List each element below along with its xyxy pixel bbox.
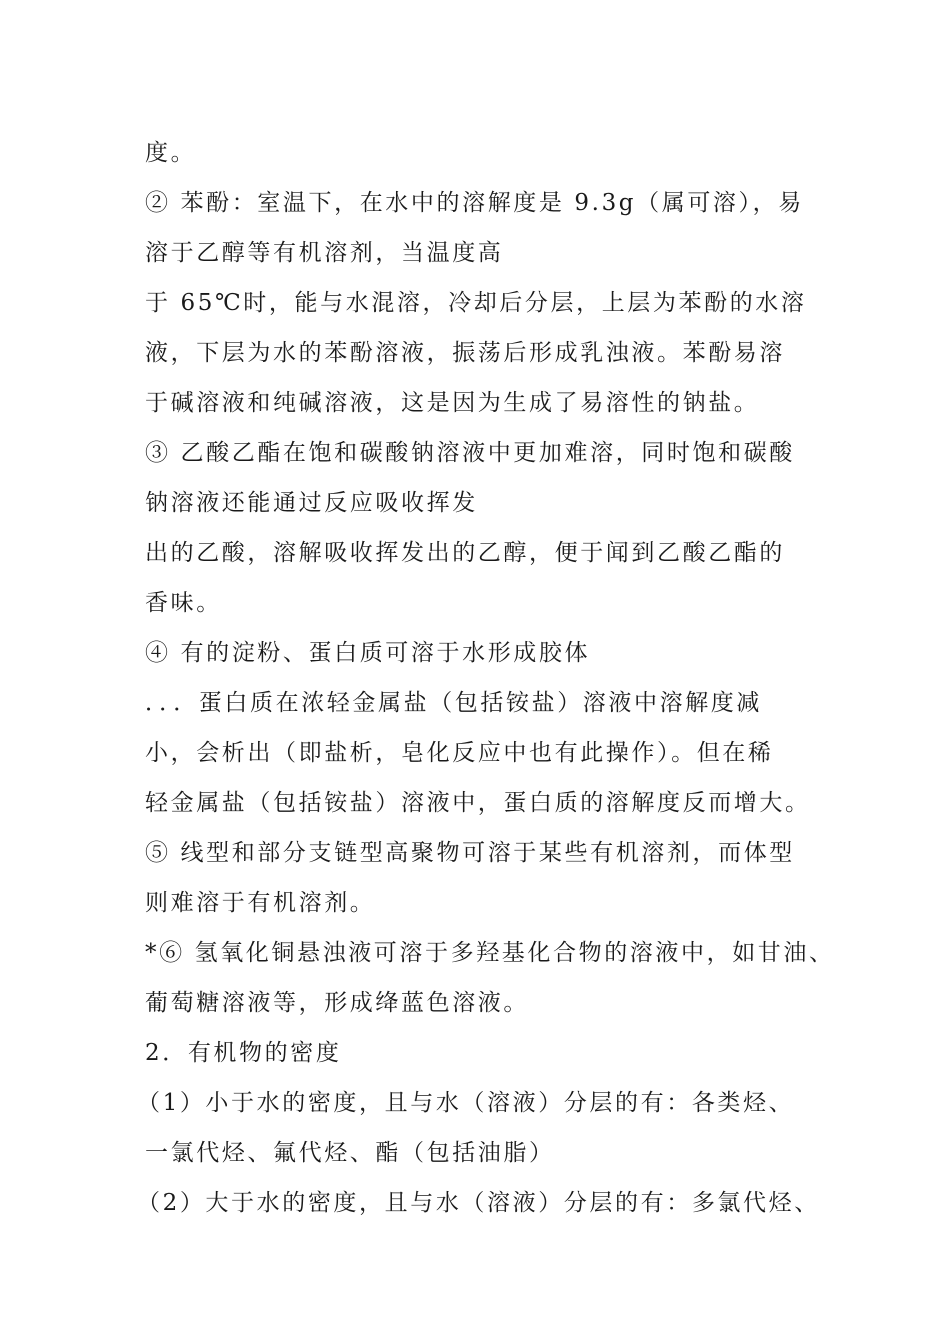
text-line-ethyl-acetate-heading: ③ 乙酸乙酯在饱和碳酸钠溶液中更加难溶，同时饱和碳酸: [145, 440, 795, 466]
text-line-phenol-heading: ② 苯酚：室温下，在水中的溶解度是 9.3g（属可溶），易: [145, 190, 804, 216]
section-heading-density: 2．有机物的密度: [145, 1040, 342, 1066]
text-line-starch-protein-heading: ④ 有的淀粉、蛋白质可溶于水形成胶体: [145, 640, 591, 666]
text-line-polymer-heading: ⑤ 线型和部分支链型高聚物可溶于某些有机溶剂，而体型: [145, 840, 795, 866]
text-line: 于 65℃时，能与水混溶，冷却后分层，上层为苯酚的水溶: [145, 290, 807, 316]
text-line-continuation: 度。: [145, 140, 197, 166]
text-line: 溶于乙醇等有机溶剂，当温度高: [145, 240, 504, 266]
text-line: 于碱溶液和纯碱溶液，这是因为生成了易溶性的钠盐。: [145, 390, 760, 416]
text-line-density-item-2: （2）大于水的密度，且与水（溶液）分层的有：多氯代烃、: [137, 1190, 820, 1216]
text-line: 小，会析出（即盐析，皂化反应中也有此操作）。但在稀: [145, 740, 774, 766]
text-line: 液，下层为水的苯酚溶液，振荡后形成乳浊液。苯酚易溶: [145, 340, 785, 366]
text-line: 钠溶液还能通过反应吸收挥发: [145, 490, 478, 516]
text-line: 一氯代烃、氟代烃、酯（包括油脂）: [145, 1140, 555, 1166]
text-line: 香味。: [145, 590, 222, 616]
text-line: 轻金属盐（包括铵盐）溶液中，蛋白质的溶解度反而增大。: [145, 790, 811, 816]
document-body: [137, 128, 835, 1228]
text-line: 出的乙酸，溶解吸收挥发出的乙醇，便于闻到乙酸乙酯的: [145, 540, 785, 566]
text-line: 则难溶于有机溶剂。: [145, 890, 376, 916]
text-line: ．．．蛋白质在浓轻金属盐（包括铵盐）溶液中溶解度减: [145, 690, 762, 716]
text-line-copper-hydroxide-heading: *⑥ 氢氧化铜悬浊液可溶于多羟基化合物的溶液中，如甘油、: [145, 940, 835, 966]
text-line: 葡萄糖溶液等，形成绛蓝色溶液。: [145, 990, 529, 1016]
text-line-density-item-1: （1）小于水的密度，且与水（溶液）分层的有：各类烃、: [137, 1090, 795, 1116]
